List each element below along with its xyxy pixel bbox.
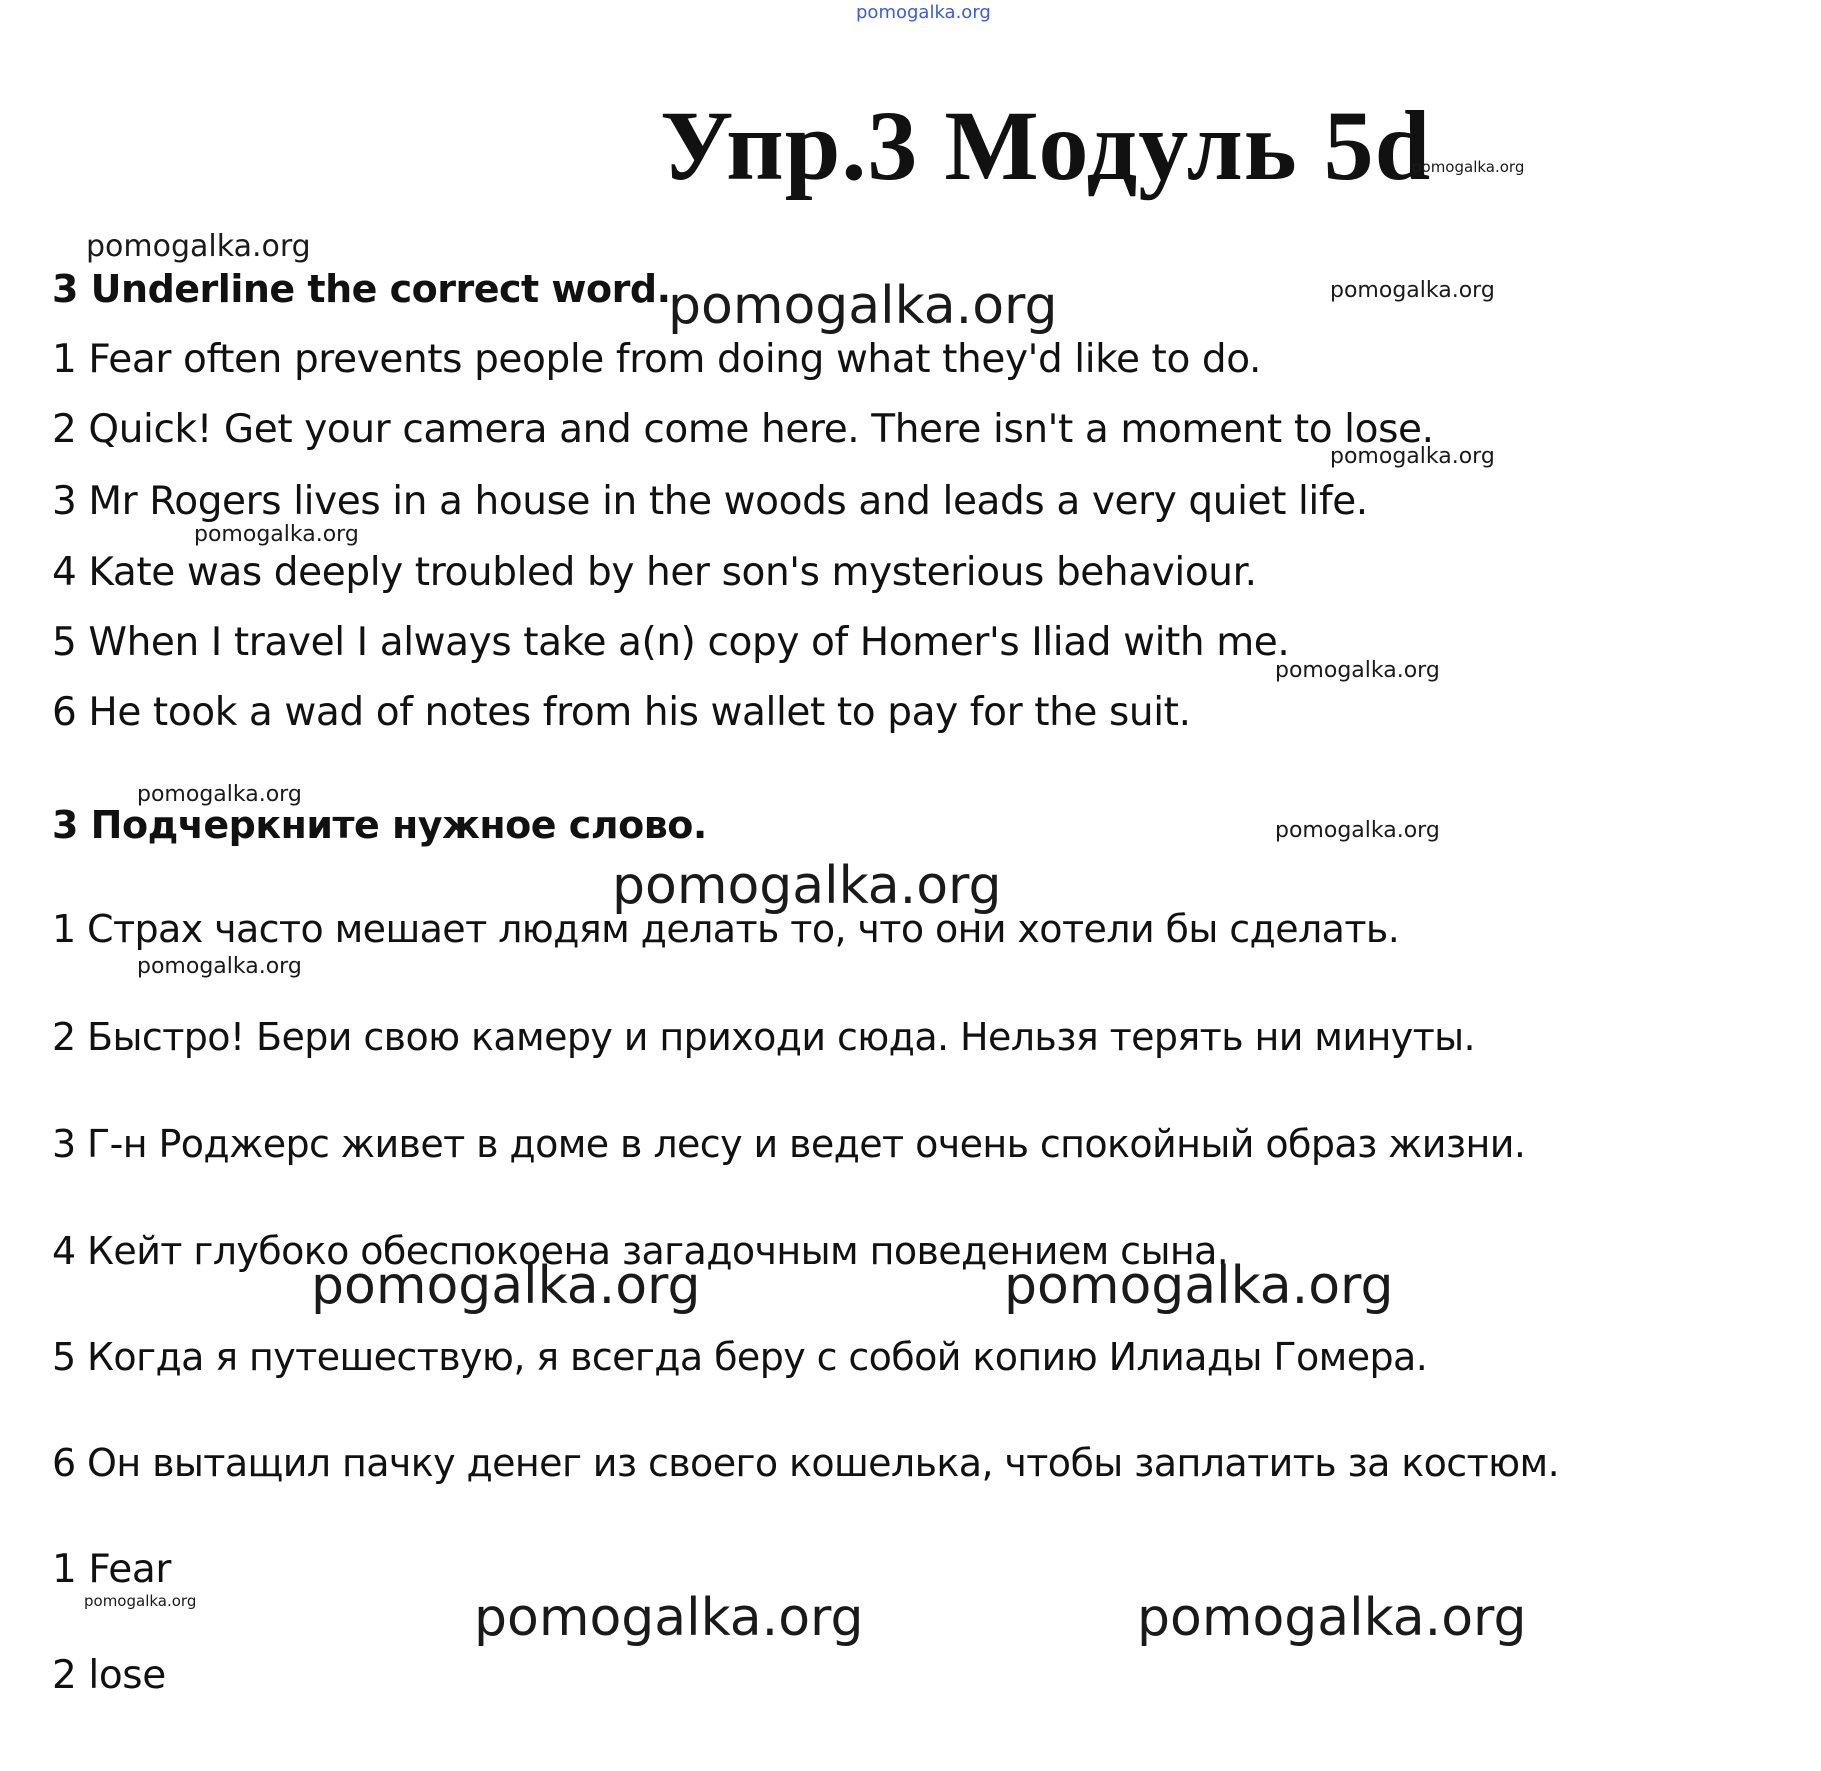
sentence-ru-6: 6 Он вытащил пачку денег из своего кошелька, чтобы заплатить за костюм.	[52, 1441, 1560, 1485]
top-site-link[interactable]: pomogalka.org	[856, 2, 991, 23]
watermark: pomogalka.org	[311, 1256, 701, 1316]
sentence-en-1: 1 Fear often prevents people from doing what they'd like to do.	[52, 337, 1262, 382]
sentence-ru-4: 4 Кейт глубоко обеспокоена загадочным поведением сына.	[52, 1229, 1229, 1273]
watermark: pomogalka.org	[474, 1588, 864, 1648]
watermark: pomogalka.org	[1330, 278, 1495, 303]
watermark: pomogalka.org	[137, 782, 302, 807]
sentence-ru-1: 1 Страх часто мешает людям делать то, что они хотели бы сделать.	[52, 907, 1400, 951]
watermark: pomogalka.org	[1275, 658, 1440, 683]
watermark: pomogalka.org	[84, 1592, 197, 1610]
watermark: pomogalka.org	[1137, 1588, 1527, 1648]
sentence-ru-3: 3 Г-н Роджерс живет в доме в лесу и ведет очень спокойный образ жизни.	[52, 1122, 1526, 1166]
watermark: pomogalka.org	[668, 276, 1058, 336]
sentence-en-6: 6 He took a wad of notes from his wallet to pay for the suit.	[52, 690, 1191, 735]
sentence-ru-5: 5 Когда я путешествую, я всегда беру с собой копию Илиады Гомера.	[52, 1335, 1428, 1379]
watermark: pomogalka.org	[612, 856, 1002, 916]
exercise-heading-en: 3 Underline the correct word.	[52, 267, 671, 311]
watermark: pomogalka.org	[1004, 1256, 1394, 1316]
watermark: pomogalka.org	[1275, 818, 1440, 843]
answer-1: 1 Fear	[52, 1547, 172, 1592]
watermark: pomogalka.org	[137, 954, 302, 979]
exercise-heading-ru: 3 Подчеркните нужное слово.	[52, 803, 707, 847]
sentence-en-3: 3 Mr Rogers lives in a house in the woods and leads a very quiet life.	[52, 479, 1368, 524]
watermark: pomogalka.org	[1330, 444, 1495, 469]
sentence-ru-2: 2 Быстро! Бери свою камеру и приходи сюда. Нельзя терять ни минуты.	[52, 1015, 1476, 1059]
sentence-en-4: 4 Kate was deeply troubled by her son's mysterious behaviour.	[52, 550, 1257, 595]
answer-2: 2 lose	[52, 1653, 166, 1698]
sentence-en-2: 2 Quick! Get your camera and come here. There isn't a moment to lose.	[52, 407, 1434, 452]
watermark: pomogalka.org	[1412, 158, 1525, 176]
sentence-en-5: 5 When I travel I always take a(n) copy of Homer's Iliad with me.	[52, 620, 1290, 665]
watermark: pomogalka.org	[86, 229, 311, 264]
page-title: Упр.3 Модуль 5d	[660, 90, 1432, 201]
watermark: pomogalka.org	[194, 522, 359, 547]
